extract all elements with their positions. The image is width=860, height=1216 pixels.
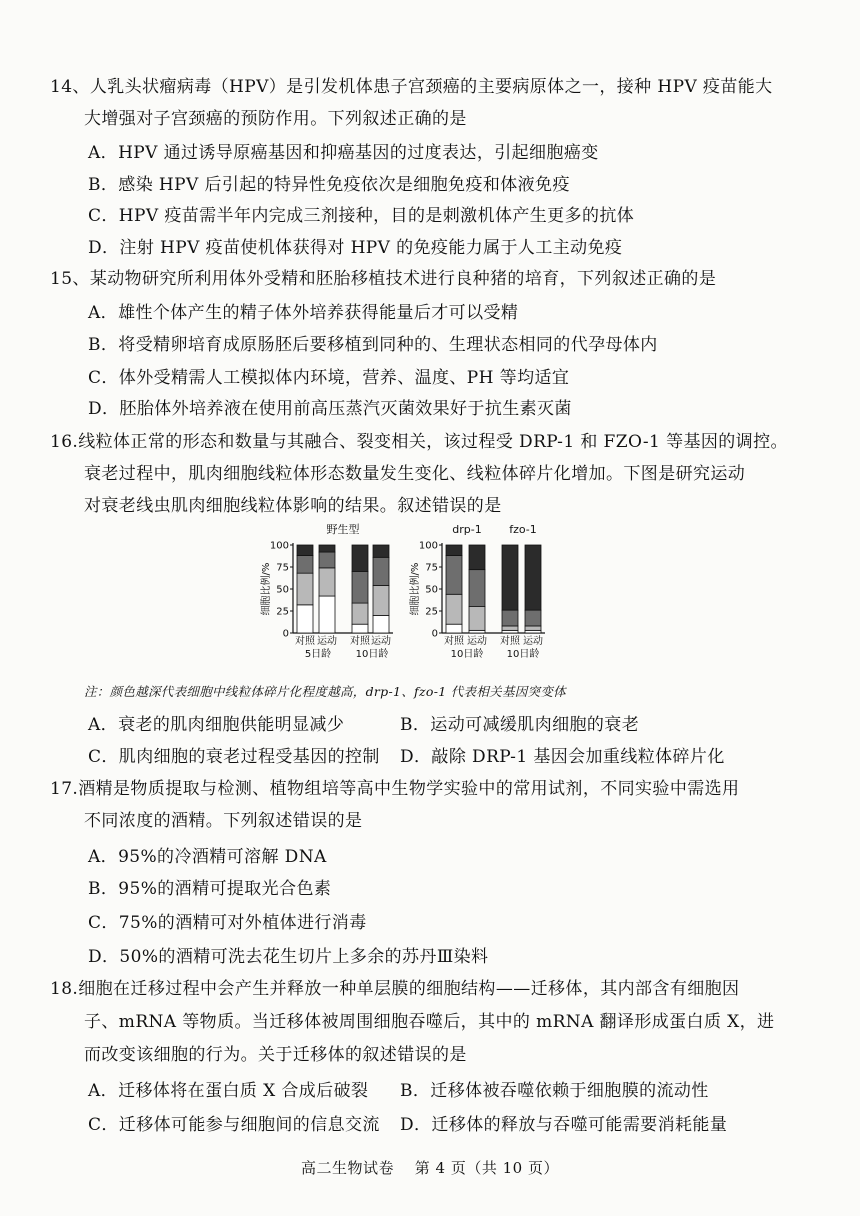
q18-option-b: B．迁移体被吞噬依赖于细胞膜的流动性 [400,1081,709,1101]
q16-stem-line1: 16.线粒体正常的形态和数量与其融合、裂变相关，该过程受 DRP-1 和 FZO-1 等基因的调控。 [50,432,788,452]
x-tick-label: 运动 [467,636,487,647]
y-tick-label: 100 [269,540,289,552]
bar-segment [525,545,541,610]
bar-segment [446,624,462,633]
q15-option-d: D．胚胎体外培养液在使用前高压蒸汽灭菌效果好于抗生素灭菌 [88,399,572,419]
x-tick-label: 对照 [350,636,370,647]
page-footer: 高二生物试卷 第 4 页（共 10 页） [301,1159,559,1177]
x-tick-label: 运动 [523,636,543,647]
bar-segment [319,596,335,633]
y-tick-label: 100 [418,540,438,552]
y-axis-label: 细胞比例/% [410,562,421,616]
bar-segment [297,573,313,605]
bar-segment [319,568,335,596]
q17-stem-line1: 17.酒精是物质提取与检测、植物组培等高中生物学实验中的常用试剂，不同实验中需选用 [50,779,740,799]
q17-option-b: B．95%的酒精可提取光合色素 [88,879,332,899]
bar-segment [297,545,313,556]
bar-segment [352,545,368,571]
q16-chart-note: 注：颜色越深代表细胞中线粒体碎片化程度越高，drp-1、fzo-1 代表相关基因突变体 [84,684,566,699]
x-tick-label: 对照 [500,636,520,647]
group-label: 5日龄 [304,649,332,660]
q14-option-d: D．注射 HPV 疫苗使机体获得对 HPV 的免疫能力属于人工主动免疫 [88,238,623,258]
q18-stem-line1: 18.细胞在迁移过程中会产生并释放一种单层膜的细胞结构——迁移体，其内部含有细胞因 [50,979,740,999]
bar-segment [502,610,518,626]
bar-segment [469,545,485,570]
y-tick-label: 0 [282,628,289,640]
chart-title: drp-1 [452,523,482,536]
q14-option-a: A．HPV 通过诱导原癌基因和抑癌基因的过度表达，引起细胞癌变 [88,143,599,163]
q15-option-b: B．将受精卵培育成原肠胚后要移植到同种的、生理状态相同的代孕母体内 [88,335,658,355]
q18-stem-line2: 子、mRNA 等物质。当迁移体被周围细胞吞噬后，其中的 mRNA 翻译形成蛋白质 X，进 [84,1012,775,1032]
y-tick-label: 75 [425,562,438,574]
y-tick-label: 75 [276,562,289,574]
y-tick-label: 50 [425,584,438,596]
bar-segment [352,624,368,633]
bar-segment [319,545,335,552]
chart-title: 野生型 [326,523,360,536]
q17-stem-line2: 不同浓度的酒精。下列叙述错误的是 [84,811,363,831]
x-tick-label: 对照 [444,636,464,647]
bar-segment [373,557,389,585]
q14-option-b: B．感染 HPV 后引起的特异性免疫依次是细胞免疫和体液免疫 [88,175,570,195]
q16-stem-line2: 衰老过程中，肌肉细胞线粒体形态数量发生变化、线粒体碎片化增加。下图是研究运动 [84,464,746,484]
y-tick-label: 25 [276,606,289,618]
x-tick-label: 运动 [371,636,391,647]
q14-stem-line1: 14、人乳头状瘤病毒（HPV）是引发机体患子宫颈癌的主要病原体之一，接种 HPV 疫苗能大 [50,77,773,97]
q15-option-c: C．体外受精需人工模拟体内环境，营养、温度、PH 等均适宜 [88,368,570,388]
bar-segment [352,571,368,603]
q18-option-a: A．迁移体将在蛋白质 X 合成后破裂 [88,1081,369,1101]
group-label: 10日龄 [355,649,389,660]
bar-segment [319,552,335,568]
q15-stem-line1: 15、某动物研究所利用体外受精和胚胎移植技术进行良种猪的培育，下列叙述正确的是 [50,269,717,289]
x-tick-label: 运动 [317,636,337,647]
q16-option-a: A．衰老的肌肉细胞供能明显减少 [88,715,345,735]
q15-option-a: A．雄性个体产生的精子体外培养获得能量后才可以受精 [88,303,519,323]
bar-segment [446,594,462,624]
q18-stem-line3: 而改变该细胞的行为。关于迁移体的叙述错误的是 [84,1045,467,1065]
bar-segment [525,610,541,626]
bar-segment [446,545,462,556]
q18-option-d: D．迁移体的释放与吞噬可能需要消耗能量 [400,1115,728,1135]
q16-option-d: D．敲除 DRP-1 基因会加重线粒体碎片化 [400,747,725,767]
q14-stem-line2: 大增强对子宫颈癌的预防作用。下列叙述正确的是 [84,109,467,129]
q14-option-c: C．HPV 疫苗需半年内完成三剂接种，目的是刺激机体产生更多的抗体 [88,206,635,226]
bar-segment [469,607,485,631]
x-tick-label: 对照 [295,636,315,647]
q17-option-d: D．50%的酒精可洗去花生切片上多余的苏丹Ⅲ染料 [88,947,489,967]
q17-option-c: C．75%的酒精可对外植体进行消毒 [88,913,367,933]
bar-segment [297,605,313,633]
bar-segment [525,626,541,630]
bar-segment [297,556,313,574]
q16-option-b: B．运动可减缓肌肉细胞的衰老 [400,715,640,735]
q17-option-a: A．95%的冷酒精可溶解 DNA [88,847,327,867]
q16-stem-line3: 对衰老线虫肌肉细胞线粒体影响的结果。叙述错误的是 [84,496,502,516]
bar-segment [502,545,518,610]
bar-segment [502,626,518,630]
bar-segment [352,603,368,624]
chart-title: fzo-1 [509,523,537,536]
y-tick-label: 25 [425,606,438,618]
bar-segment [373,545,389,557]
q18-option-c: C．迁移体可能参与细胞间的信息交流 [88,1115,380,1135]
bar-segment [446,556,462,595]
y-tick-label: 0 [431,628,438,640]
group-label: 10日龄 [450,649,484,660]
q16-option-c: C．肌肉细胞的衰老过程受基因的控制 [88,747,380,767]
group-label: 10日龄 [506,649,540,660]
mitochondria-chart [255,520,565,670]
bar-segment [373,585,389,615]
bar-segment [373,615,389,633]
y-axis-label: 细胞比例/% [261,562,272,616]
bar-segment [469,570,485,607]
y-tick-label: 50 [276,584,289,596]
